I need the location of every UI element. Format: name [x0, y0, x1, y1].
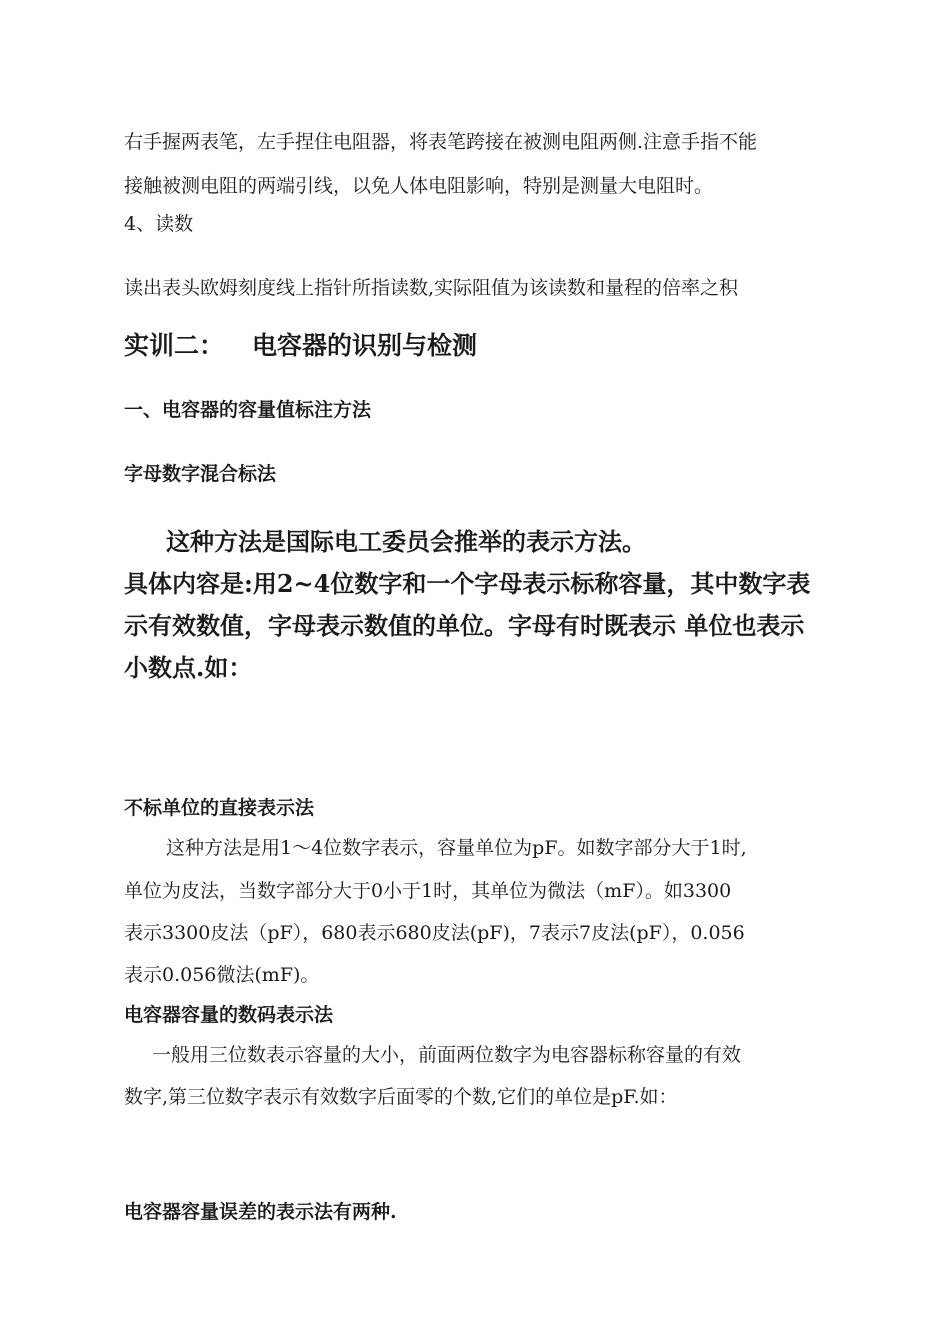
step-heading: 4、读数 [124, 213, 194, 235]
paragraph-line: 单位为皮法，当数字部分大于0小于1时，其单位为微法（mF）。如3300 [124, 880, 732, 902]
paragraph-line: 表示0.056微法(mF)。 [124, 964, 320, 986]
emphasis-line: 这种方法是国际电工委员会推举的表示方法。 [166, 527, 646, 556]
paragraph-line: 接触被测电阻的两端引线，以免人体电阻影响，特别是测量大电阻时。 [124, 175, 714, 197]
paragraph-line: 数字,第三位数字表示有效数字后面零的个数,它们的单位是pF.如： [124, 1086, 678, 1108]
page-title: 电容器的识别与检测 [252, 331, 478, 360]
paragraph-line: 表示3300皮法（pF），680表示680皮法(pF)，7表示7皮法(pF），0.056 [124, 922, 745, 944]
emphasis-line: 示有效数值，字母表示数值的单位。字母有时既表示 单位也表示 [124, 611, 805, 640]
subsection-heading: 字母数字混合标法 [124, 463, 277, 485]
subsection-heading: 电容器容量的数码表示法 [124, 1004, 334, 1026]
paragraph-line: 一般用三位数表示容量的大小，前面两位数字为电容器标称容量的有效 [152, 1044, 742, 1066]
paragraph-line: 这种方法是用1～4位数字表示，容量单位为pF。如数字部分大于1时, [166, 837, 747, 859]
emphasis-line: 小数点.如： [124, 653, 253, 682]
page-title-label: 实训二： [124, 331, 225, 360]
subsection-heading: 不标单位的直接表示法 [124, 797, 315, 819]
subsection-heading: 电容器容量误差的表示法有两种. [124, 1201, 397, 1223]
emphasis-line: 具体内容是:用2~4位数字和一个字母表示标称容量，其中数字表 [124, 569, 811, 598]
paragraph-line: 读出表头欧姆刻度线上指针所指读数,实际阻值为该读数和量程的倍率之积 [124, 277, 739, 299]
section-heading: 一、电容器的容量值标注方法 [124, 399, 372, 421]
paragraph-line: 右手握两表笔，左手捏住电阻器，将表笔跨接在被测电阻两侧.注意手指不能 [124, 131, 758, 153]
